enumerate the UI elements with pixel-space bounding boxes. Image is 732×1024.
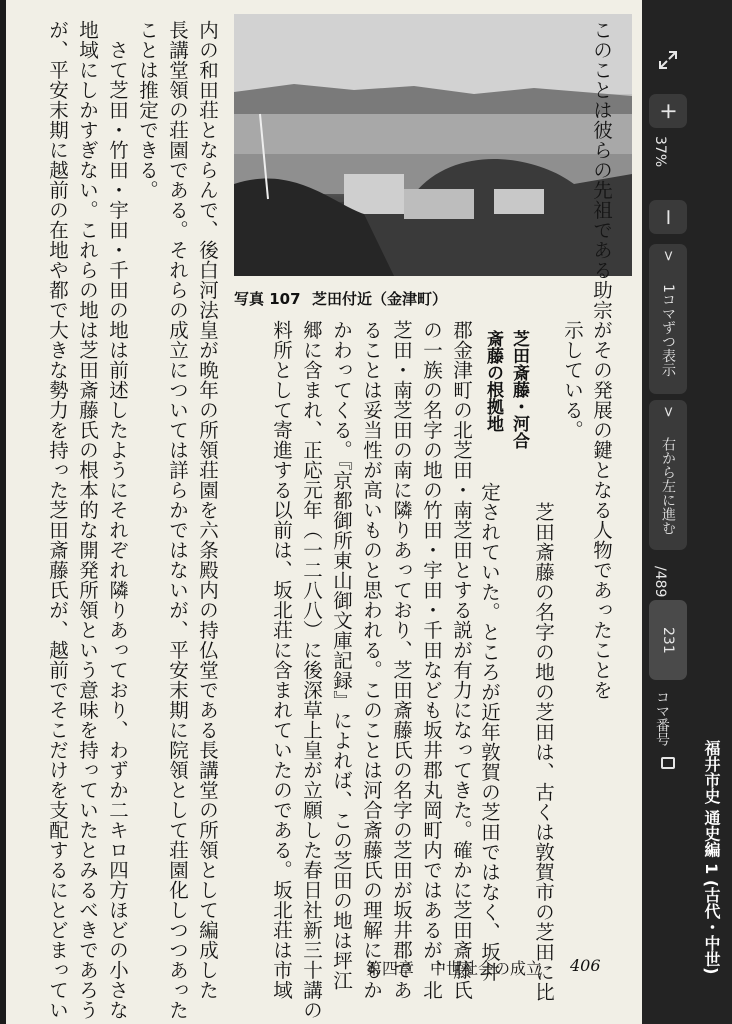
text-column: 料所として寄進する以前は、坂北荘に含まれていたのである。坂北荘は市域 [270,320,293,1000]
chevron-down-icon: > [660,250,676,262]
footer-page-number: 406 [570,956,601,975]
text-column: ことは推定できる。 [136,20,159,200]
text-column: 郷に含まれ、正応元年（一二八八）に後深草上皇が立願した春日社新三十講の [300,320,323,1020]
landscape-illustration [234,14,632,276]
chevron-down-icon: > [660,406,676,418]
side-heading-line: 芝田斎藤・河合 [509,330,529,449]
text-column: 示している。 [561,320,584,440]
text-column: かわってくる。『京都御所東山御文庫記録』によれば、この芝田の地は坪江 [330,320,353,991]
text-column: の一族の名字の地の竹田・宇田・千田なども坂井郡丸岡町内ではあるが、北 [420,320,443,1000]
text-column: 芝田斎藤の名字の地の芝田は、古くは敦賀市の芝田に比 [532,482,555,1002]
page-number-input[interactable]: 231 [649,600,687,680]
text-column: さて芝田・竹田・宇田・千田の地は前述したようにそれぞれ隣りあっており、わずか二キロ四方ほどの小さな [106,20,129,1020]
text-column: が、平安末期に越前の在地や都で大きな勢力を持った芝田斎藤氏が、越前でそこだけを支配するにとどまってい [46,20,69,1020]
book-page [6,0,642,1024]
text-column: 内の和田荘とならんで、後白河法皇が晩年の所領荘園を六条殿内の持仏堂である長講堂の所領として編成した [196,20,219,1000]
bookmark-icon[interactable] [649,748,687,778]
text-column: このことは彼らの先祖である助宗がその発展の鍵となる人物であったことを [590,20,613,700]
document-title: 福井市史 通史編 1 (古代・中世) [702,740,721,975]
zoom-in-button[interactable]: + [649,94,687,128]
footer-chapter: 第四章 中世社会の成立 [366,959,543,978]
text-column: 地域にしかすぎない。これらの地は芝田斎藤氏の根本的な開発所領という意味を持っていたとみるべきであろう [76,20,99,1020]
photo-caption-label: 写真 107 [234,290,301,308]
text-column: 郡金津町の北芝田・南芝田とする説が有力になってきた。確かに芝田斎藤氏 [450,320,473,1000]
text-column: ることは妥当性が高いものと思われる。このことは河合斎藤氏の理解にもか [360,320,383,1000]
text-column: 長講堂領の荘園である。それらの成立については詳らかではないが、平安末期に院領として荘園化しつつあった [166,20,189,1020]
text-column: 定されていた。ところが近年敦賀の芝田ではなく、坂井 [478,482,501,982]
page-number-label: コマ番号 [654,690,670,746]
display-mode-select[interactable]: > 1コマずつ表示 [649,244,687,394]
text-column: 芝田・南芝田の南に隣りあっており、芝田斎藤氏の名字の芝田が坂井郡であ [390,320,413,1000]
photo-landscape [234,14,632,276]
photo-caption-text: 芝田付近（金津町） [312,290,448,308]
zoom-out-button[interactable]: − [649,200,687,234]
direction-select[interactable]: > 右から左に進む [649,400,687,550]
page-total: /489 [652,566,668,598]
side-heading-line: 斎藤の根拠地 [483,330,503,432]
zoom-level: 37% [652,136,668,168]
expand-arrows-icon[interactable] [649,48,687,72]
